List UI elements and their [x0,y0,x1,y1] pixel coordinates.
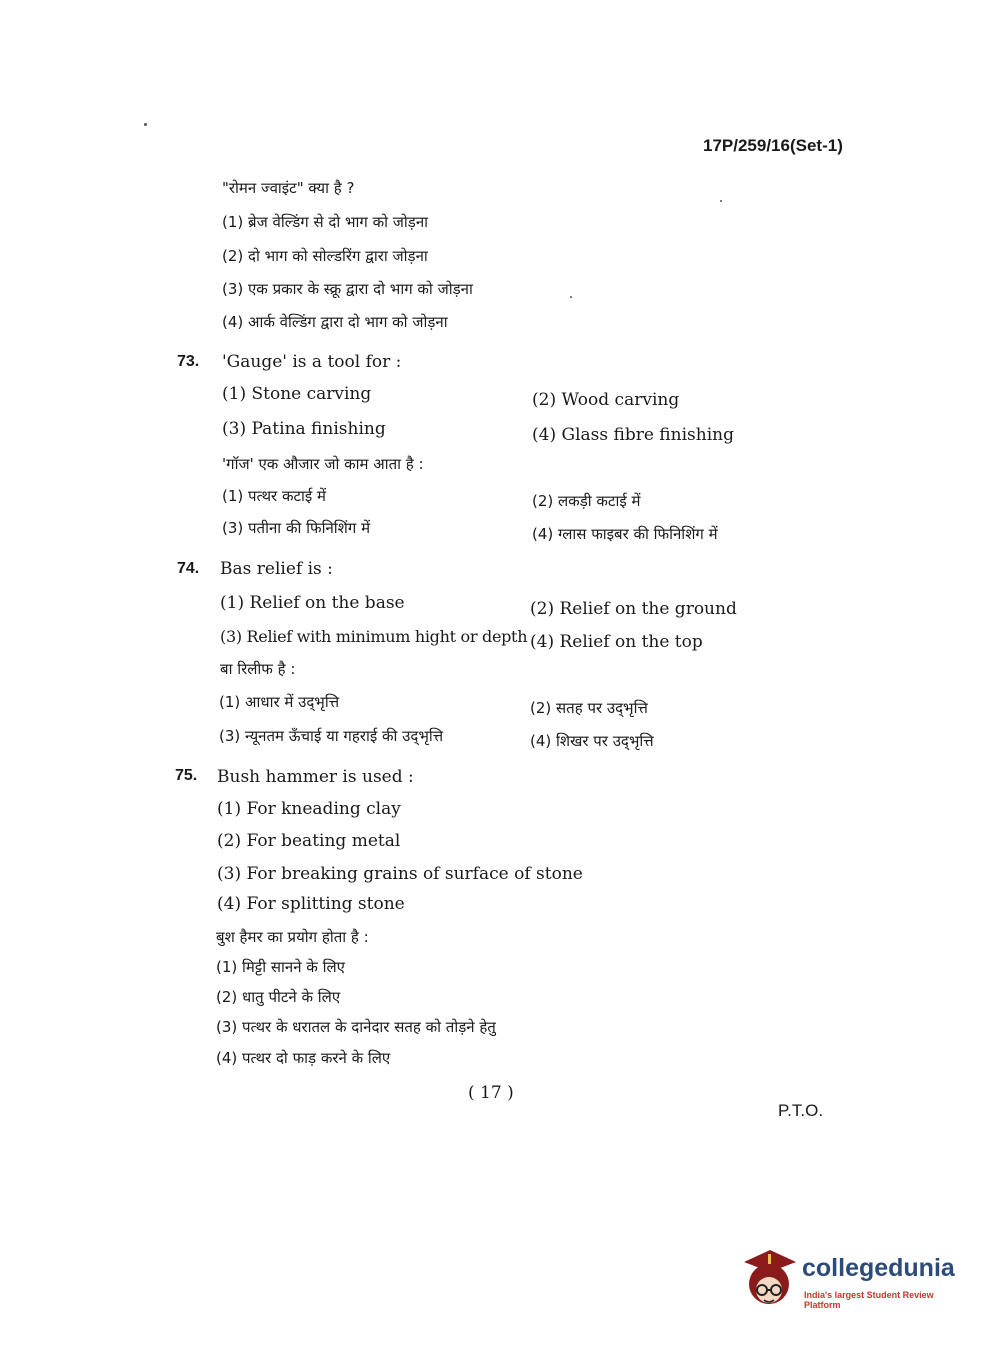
q74-option-en-3: (3) Relief with minimum hight or depth [220,627,528,646]
page-number: ( 17 ) [468,1083,514,1103]
q73-option-en-2: (2) Wood carving [532,390,680,410]
q74-option-hi-1: (1) आधार में उद्‌भृत्ति [219,693,340,711]
q74-option-hi-2: (2) सतह पर उद्‌भृत्ति [530,699,648,717]
q75-number: 75. [175,767,198,784]
q73-question-en: 'Gauge' is a tool for : [222,352,402,372]
scan-speck [720,200,722,202]
brand-tagline: India's largest Student Review Platform [804,1290,934,1310]
q73-option-hi-3: (3) पतीना की फिनिशिंग में [222,519,371,537]
q73-option-hi-1: (1) पत्थर कटाई में [222,487,327,505]
q74-option-en-4: (4) Relief on the top [530,632,703,652]
q74-option-en-1: (1) Relief on the base [220,593,405,613]
brand-name: collegedunia [802,1254,955,1282]
q74-option-hi-3: (3) न्यूनतम ऊँचाई या गहराई की उद्‌भृत्ति [219,727,444,745]
q73-option-en-1: (1) Stone carving [222,384,372,404]
pto-label: P.T.O. [778,1101,824,1120]
q74-question-hi: बा रिलीफ है : [220,660,296,678]
scan-speck [144,123,147,126]
q75-question-hi: बुश हैमर का प्रयोग होता है : [216,928,369,946]
q75-option-hi-4: (4) पत्थर दो फाड़ करने के लिए [216,1049,391,1067]
q74-question-en: Bas relief is : [220,559,333,579]
q75-option-en-3: (3) For breaking grains of surface of stone [217,864,583,884]
q75-option-en-4: (4) For splitting stone [217,894,405,914]
q72-option-hi-3: (3) एक प्रकार के स्क्रू द्वारा दो भाग को जोड़ना [222,280,473,298]
collegedunia-logo [740,1248,970,1312]
q73-option-en-3: (3) Patina finishing [222,419,386,439]
q74-option-hi-4: (4) शिखर पर उद्‌भृत्ति [530,732,654,750]
q72-question-hi: "रोमन ज्वाइंट" क्या है ? [222,179,355,197]
mascot-icon [740,1248,798,1312]
q75-option-hi-1: (1) मिट्टी सानने के लिए [216,958,345,976]
q72-option-hi-4: (4) आर्क वेल्डिंग द्वारा दो भाग को जोड़ना [222,313,448,331]
q73-option-hi-4: (4) ग्लास फाइबर की फिनिशिंग में [532,525,718,543]
scan-speck [570,296,572,298]
q73-question-hi: 'गॉज' एक औजार जो काम आता है : [222,455,424,473]
q72-option-hi-1: (1) ब्रेज वेल्डिंग से दो भाग को जोड़ना [222,213,429,231]
q72-option-hi-2: (2) दो भाग को सोल्डरिंग द्वारा जोड़ना [222,247,428,265]
q75-option-hi-2: (2) धातु पीटने के लिए [216,988,341,1006]
q73-option-en-4: (4) Glass fibre finishing [532,425,734,445]
q75-option-en-1: (1) For kneading clay [217,799,401,819]
q73-option-hi-2: (2) लकड़ी कटाई में [532,492,641,510]
q75-option-en-2: (2) For beating metal [217,831,401,851]
q75-question-en: Bush hammer is used : [217,767,414,787]
q74-number: 74. [177,560,200,577]
q73-number: 73. [177,353,200,370]
q74-option-en-2: (2) Relief on the ground [530,599,737,619]
paper-code: 17P/259/16(Set-1) [703,136,843,155]
q75-option-hi-3: (3) पत्थर के धरातल के दानेदार सतह को तोड़ने हेतु [216,1018,496,1036]
